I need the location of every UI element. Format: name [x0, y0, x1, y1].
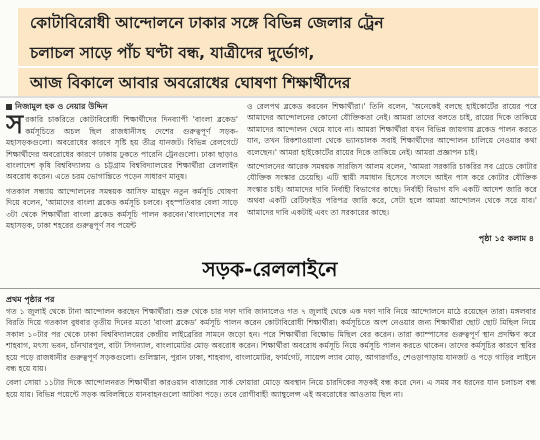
- byline: নিজামুল হক ও নেয়ার উদ্দিন: [6, 101, 238, 112]
- headline-line-1: কোটাবিরোধী আন্দোলনে ঢাকার সঙ্গে বিভিন্ন জেলার ট্রেন: [18, 8, 538, 38]
- left-paragraph-1-text: রকারি চাকরিতে কোটাবিরোধী শিক্ষার্থীদের দিনব্যাপী 'বাংলা ব্লকেড' কর্মসূচিতে অচল ছিল রাজধানীসহ দেশের গুরুত্বপূর্ণ সড়ক-মহাসড়কগুলো। অবরোধের কারণে সৃষ্টি হয় তীব্র যানজট। বিভিন্ন রেলগেটে শিক্ষার্থীদের অবরোধের কারণে ঢাকায় ঢুকতে পারেনি ট্রেনগুলো। ঢাকা ছাড়াও বাংলাদেশ কৃষি বিশ্ববিদ্যালয় ও চট্টগ্রাম বিশ্ববিদ্যালয়ের শিক্ষার্থীরা রেললাইন অবরোধ করেন। এতে চরম ভোগান্তিতে পড়েন সাধারণ মানুষ।: [6, 115, 238, 182]
- left-paragraph-1: [6, 110, 238, 182]
- article-continuation-body: [6, 306, 536, 440]
- right-paragraph-1: ও রেলপথ ব্লকেড করবেন শিক্ষার্থীরা।' তিনি বলেন, 'অনেকেই বলছে হাইকোর্টের রায়ের পরে আমাদের আন্দোলনের কোনো যৌক্তিকতা নেই। আমরা তাদের বলতে চাই, রায়ের দিকে তাকিয়ে আমাদের আন্দোলন থেমে যাবে না। আমরা শিক্ষার্থীরা যখন বিভিন্ন জায়গায় ব্লকেড পালন করতে যান, তখন রিকশাওয়ালা থেকে ভ্যানচালক সবাই শিক্ষার্থীদের আন্দোলন চালিয়ে নেওয়ার কথা বলেছেন।' আমরা হাইকোর্টের রায়ের দিকে তাকিয়ে নেই। আমরা প্রজ্ঞাপন চাই।: [247, 102, 537, 157]
- drop-cap: স: [6, 110, 24, 141]
- article-right-column: [247, 101, 537, 246]
- continuation-note: পৃষ্ঠা ১৫ কলাম ৪: [478, 234, 534, 243]
- subhead-divider: [0, 288, 540, 289]
- continuation-subheadline: সড়ক-রেললাইনে: [202, 257, 338, 281]
- headline-line-2: চলাচল সাড়ে পাঁচ ঘণ্টা বন্ধ, যাত্রীদের দুর্ভোগ,: [18, 38, 538, 68]
- headline-divider: [0, 96, 540, 98]
- article-left-column: [6, 101, 238, 246]
- from-page-label: প্রথম পৃষ্ঠার পর: [6, 295, 55, 304]
- right-paragraph-2: আন্দোলনের আরেক সমন্বয়ক সারজিস আলম বলেন, 'আমরা সরকারি চাকরির সব গ্রেডে কোটার যৌক্তিক সংস্কার চেয়েছি। এটি স্থায়ী সমাধান হিসেবে সংসদে আইন পাস করে কোটার যৌক্তিক সংস্কার চাই। আমাদের দাবি নির্বাহী বিভাগের কাছে। নির্বাহী বিভাগ যদি একটি আদেশ জারি করে অথবা একটি রেটিফাইড পরিপত্র জারি করে, সেটা হলে আমরা আন্দোলন থেকে সরে যাব।' আমাদের দাবি একটাই এবং তা সরকারের কাছে।: [247, 162, 537, 217]
- bottom-paragraph-2: বেলা সোয়া ১১টার দিকে আন্দোলনরত শিক্ষার্থীরা কারওয়ান বাজারের সার্ক ফোয়ারা মোড়ে অবস্থান নিয়ে চারদিকের সড়কই বন্ধ করে দেন। এ সময় সব ধরনের যান চলাচল বন্ধ হয়ে যায়। বিভিন্ন পয়েন্টে সড়ক অবিলম্বিতে যানবাহনগুলো আটকা পড়ে। তবে রোগীবাহী অ্যাম্বুলেন্স এই অবরোধের আওতায় ছিল না।: [6, 378, 536, 399]
- left-paragraph-2: গতকাল সন্ধ্যায় আন্দোলনের সমন্বয়ক আসিফ মাহমুদ নতুন কর্মসূচি ঘোষণা দিয়ে বলেন, 'আমাদের বাংলা ব্লকেড কর্মসূচি চলবে। বৃহস্পতিবার বেলা সাড়ে ৩টা থেকে শিক্ষার্থীরা বাংলা ব্লকেড কর্মসূচি পালন করবেন।'বাংলাদেশের সব মহাসড়ক, ঢাকা শহরের গুরুত্বপূর্ণ সব পয়েন্ট: [6, 186, 238, 231]
- headline-line-3: আজ বিকালে আবার অবরোধের ঘোষণা শিক্ষার্থীদের: [18, 66, 538, 96]
- bottom-paragraph-1: গত ১ জুলাই থেকে টানা আন্দোলন করছেন শিক্ষার্থীরা। শুরু থেকে চার দফা দাবি জানালেও গত ৭ জুলাই থেকে এক দফা দাবি নিয়ে আন্দোলনে মাঠে রয়েছেন তারা। মঙ্গলবার বিরতি দিয়ে গতকাল বুধবার তৃতীয় দিনের মতো 'বাংলা ব্লকেড' কর্মসূচি পালন করেন কোটাবিরোধী শিক্ষার্থীরা। কর্মসূচিতে অংশ নেওয়ার জন্য শিক্ষার্থীরা ছোট ছোট মিছিল নিয়ে সকাল ১০টার পর থেকে ঢাকা বিশ্ববিদ্যালয়ের কেন্দ্রীয় লাইব্রেরির সামনে জড়ো হন। পরে শিক্ষার্থীরা বিক্ষোভ মিছিল বের করেন। তারা ক্যাম্পাসের গুরুত্বপূর্ণ স্থান প্রদক্ষিণ করে শাহবাগ, মৎস্য ভবন, চাঁনখারপুল, বাটা সিগন্যাল, বাংলামোটর মোড় অবরোধ করেন। শিক্ষার্থীরা অবরোধ কর্মসূচি নিয়ে কর্মসূচি পালন করতে থাকেন। তাদের কর্মসূচির কারণে স্থবির হয়ে পড়ে রাজধানীর গুরুত্বপূর্ণ সড়কগুলো। গুলিস্তান, পুরান ঢাকা, শাহবাগ, বাংলামোটর, ফার্মগেট, সায়েন্স ল্যাব মোড়, আগারগাঁও, শেওড়াপাড়ায় যানজট ও পড়ে গাড়ির লাইনে বন্ধ হয়ে যায়।: [6, 307, 536, 374]
